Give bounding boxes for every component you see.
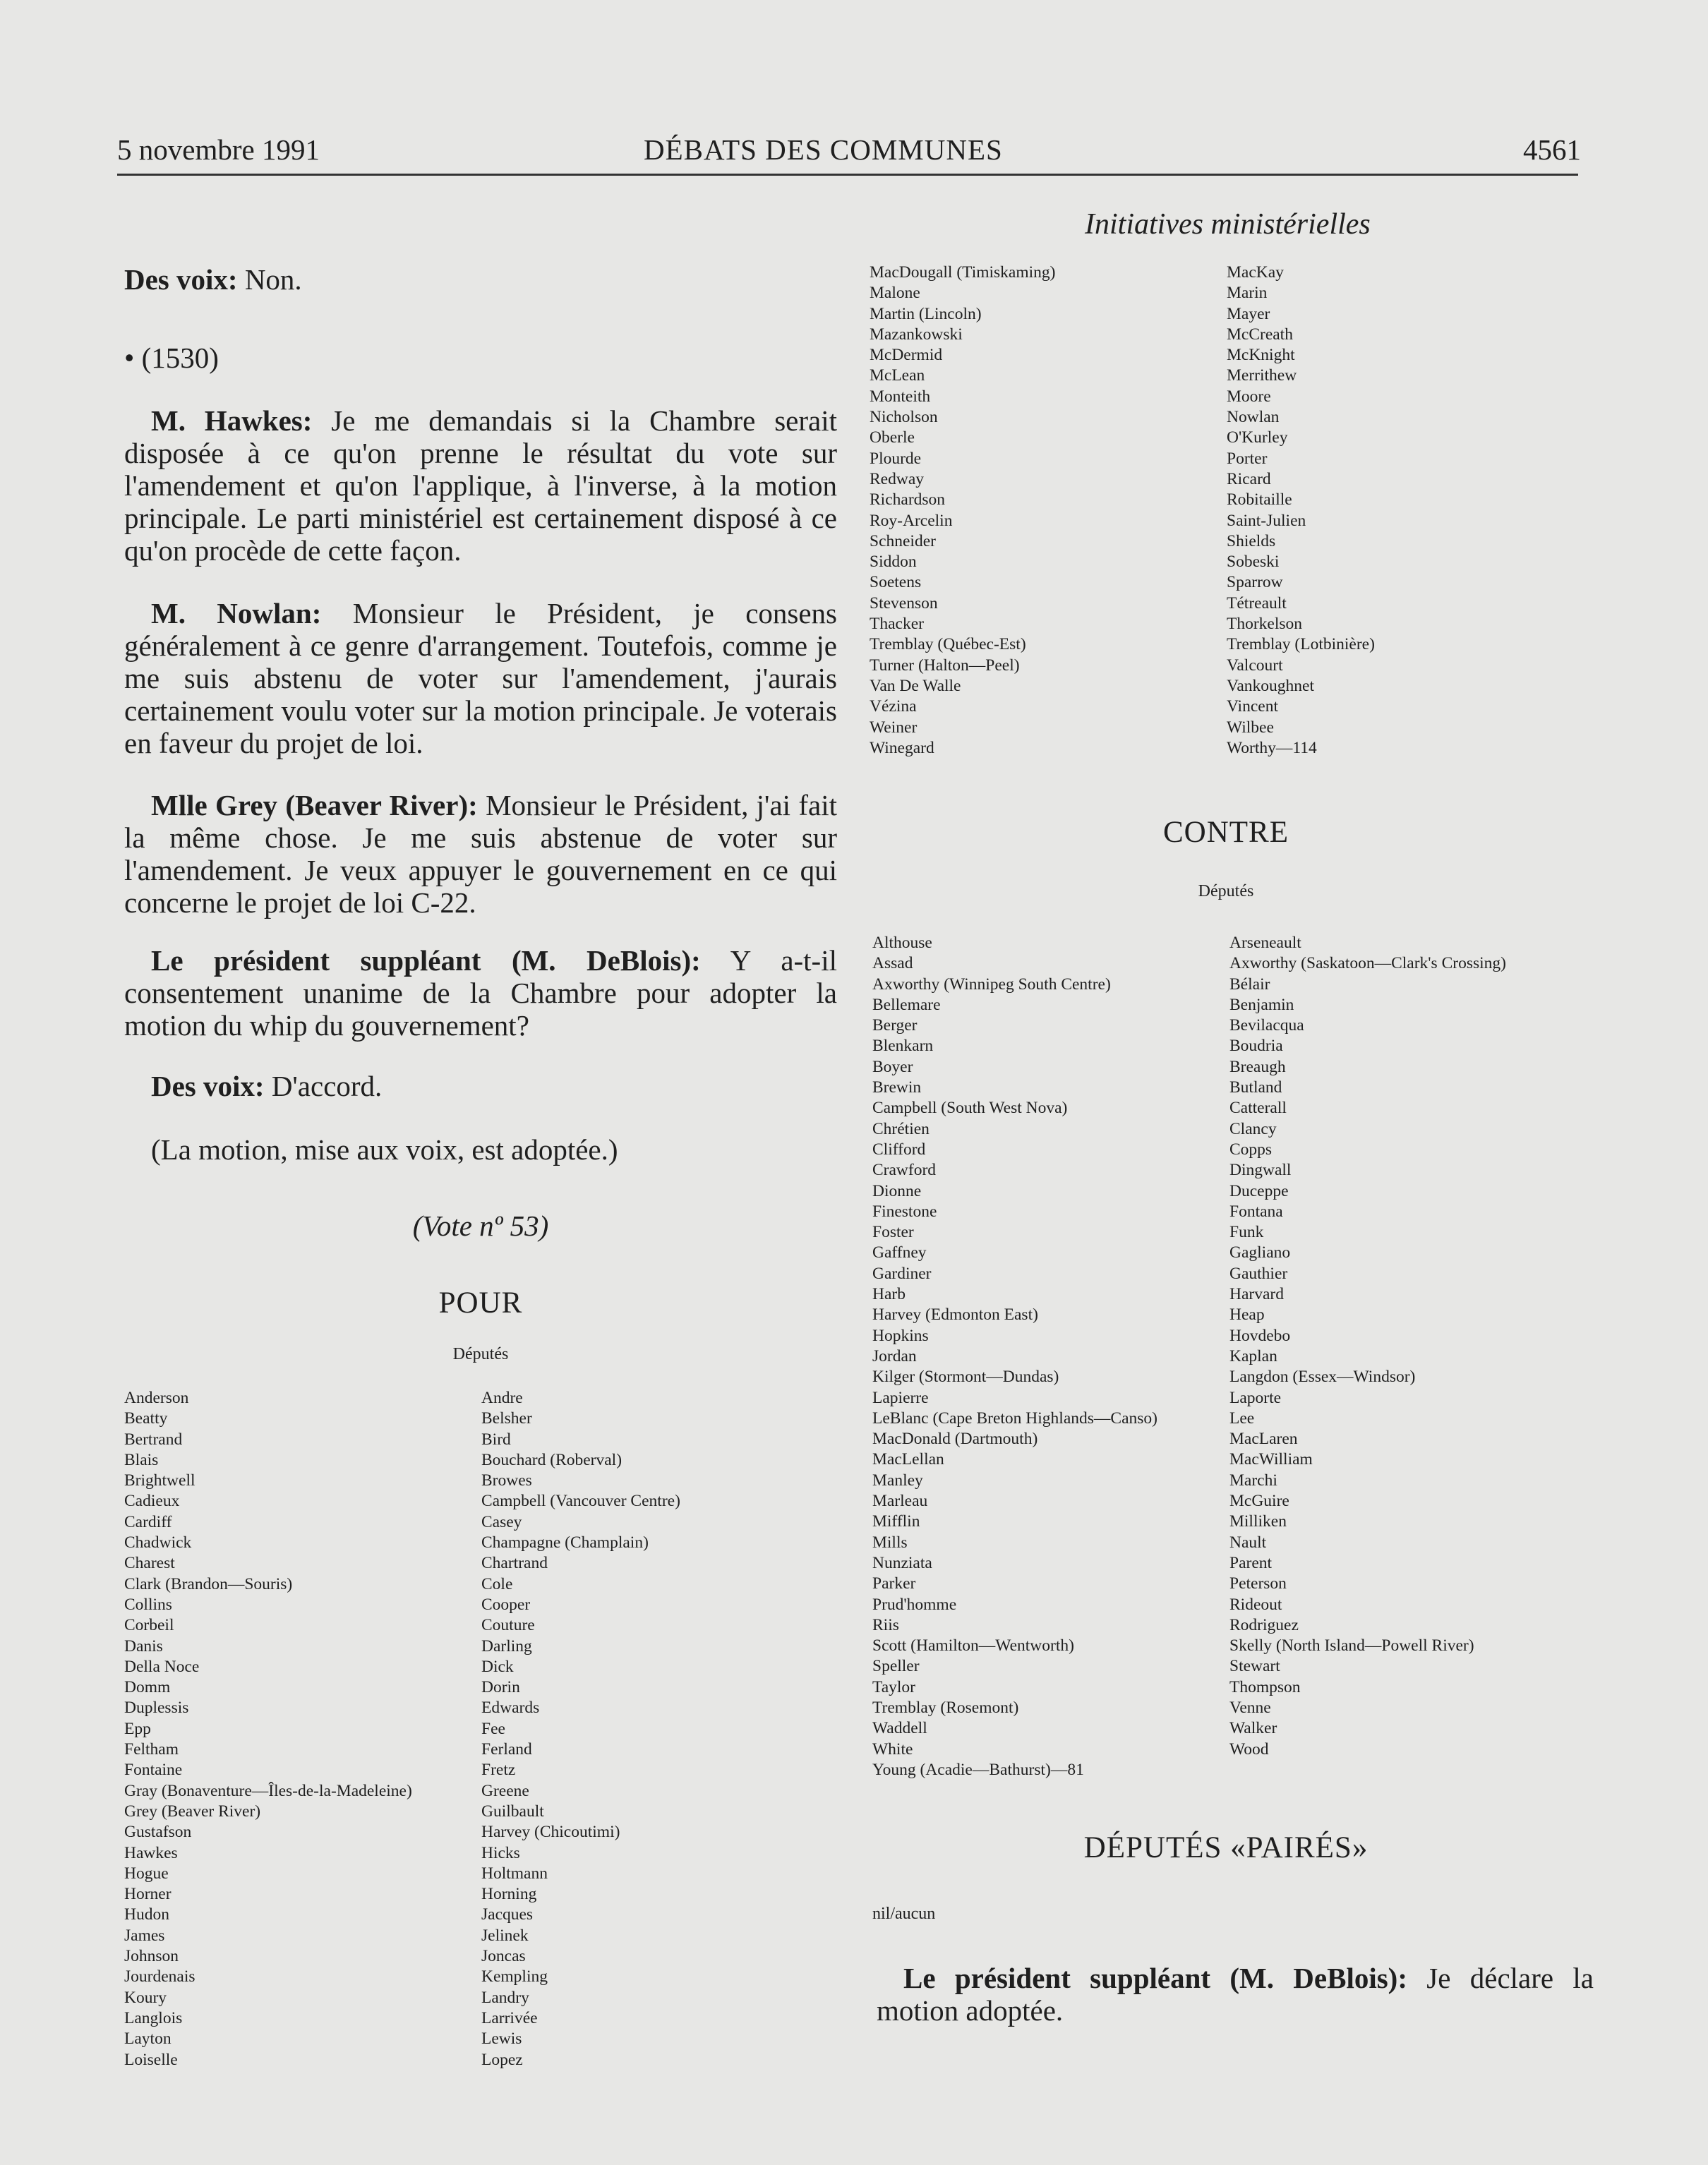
member-name: Nault — [1229, 1533, 1267, 1552]
member-name: Shields — [1227, 531, 1276, 550]
member-name: Weiner — [870, 718, 918, 737]
member-name: Assad — [872, 954, 913, 973]
member-name: Gaffney — [872, 1243, 927, 1262]
member-name: Browes — [481, 1471, 532, 1490]
member-name: Bouchard (Roberval) — [481, 1450, 623, 1469]
member-name: McLean — [870, 366, 925, 385]
speech: Je déclare la motion adoptée. — [877, 1962, 1594, 2027]
header-title: DÉBATS DES COMMUNES — [644, 133, 1003, 166]
member-name: Gray (Bonaventure—Îles-de-la-Madeleine) — [124, 1781, 412, 1800]
member-name: Marin — [1227, 284, 1268, 303]
member-name: Tremblay (Lotbinière) — [1227, 635, 1375, 654]
member-name: Nunziata — [872, 1553, 932, 1572]
speaker: M. Hawkes: — [151, 404, 313, 437]
member-name: Loiselle — [124, 2050, 178, 2069]
header-date: 5 novembre 1991 — [117, 133, 320, 166]
member-name: Tremblay (Québec-Est) — [870, 635, 1026, 654]
pour-list-col4 — [1227, 263, 1375, 759]
member-name: Grey (Beaver River) — [124, 1802, 261, 1821]
member-name: Couture — [481, 1616, 535, 1635]
member-name: Riis — [872, 1615, 899, 1634]
member-name: Parker — [872, 1574, 916, 1593]
member-name: Duplessis — [124, 1699, 189, 1718]
pour-subheading: Députés — [452, 1345, 509, 1363]
member-name: Brightwell — [124, 1471, 196, 1490]
member-name: Feltham — [124, 1740, 179, 1759]
member-name: Mazankowski — [870, 325, 963, 344]
member-name: Clifford — [872, 1140, 926, 1159]
pour-list-col2 — [481, 1388, 680, 2070]
member-name: Harvard — [1229, 1285, 1284, 1304]
member-name: MacWilliam — [1229, 1450, 1313, 1469]
paragraph-hawkes — [124, 404, 837, 567]
member-name: Kilger (Stormont—Dundas) — [872, 1368, 1059, 1387]
member-name: Gustafson — [124, 1823, 192, 1842]
member-name: Anderson — [124, 1389, 189, 1407]
member-name: Guilbault — [481, 1802, 544, 1821]
member-name: Gardiner — [872, 1264, 932, 1283]
pour-list-col3 — [870, 263, 1056, 759]
member-name: Thacker — [870, 615, 924, 634]
speech: Non. — [237, 263, 302, 296]
member-name: Boudria — [1229, 1037, 1283, 1056]
member-name: Stewart — [1229, 1657, 1280, 1676]
member-name: Axworthy (Saskatoon—Clark's Crossing) — [1229, 954, 1506, 973]
member-name: Sobeski — [1227, 553, 1280, 572]
member-name: James — [124, 1926, 165, 1945]
member-name: Kaplan — [1229, 1346, 1277, 1365]
contre-subheading: Députés — [1198, 882, 1254, 900]
member-name: Epp — [124, 1719, 151, 1738]
member-name: Copps — [1229, 1140, 1273, 1159]
member-name: MacKay — [1227, 263, 1284, 282]
member-name: Kempling — [481, 1967, 548, 1986]
member-name: Landry — [481, 1988, 529, 2007]
member-name: Gauthier — [1229, 1264, 1288, 1283]
member-name: Cole — [481, 1574, 513, 1593]
member-name: Vincent — [1227, 697, 1278, 716]
member-name: Fretz — [481, 1761, 516, 1780]
member-name: Porter — [1227, 449, 1268, 468]
member-name: Chadwick — [124, 1533, 192, 1552]
member-name: Althouse — [872, 934, 932, 952]
member-name: Corbeil — [124, 1616, 174, 1635]
member-name: Schneider — [870, 531, 936, 550]
member-name: Vankoughnet — [1227, 676, 1315, 695]
member-name: Hogue — [124, 1864, 169, 1883]
member-name: Lee — [1229, 1409, 1255, 1428]
member-name: Saint-Julien — [1227, 511, 1306, 530]
pour-list-col1 — [124, 1388, 412, 2070]
vote-label: (Vote nº 53) — [412, 1210, 549, 1242]
member-name: Finestone — [872, 1202, 937, 1221]
member-name: Peterson — [1229, 1574, 1287, 1593]
member-name: Arseneault — [1229, 934, 1301, 952]
member-name: Clancy — [1229, 1119, 1277, 1138]
member-name: Dorin — [481, 1678, 520, 1697]
member-name: Tétreault — [1227, 593, 1287, 613]
member-name: Koury — [124, 1988, 167, 2007]
member-name: Danis — [124, 1636, 163, 1656]
member-name: Harvey (Chicoutimi) — [481, 1823, 620, 1842]
member-name: Stevenson — [870, 593, 938, 613]
member-name: Prud'homme — [872, 1595, 957, 1614]
member-name: Richardson — [870, 490, 946, 509]
member-name: Blenkarn — [872, 1037, 934, 1056]
member-name: Roy-Arcelin — [870, 511, 953, 530]
member-name: Lopez — [481, 2050, 523, 2069]
member-name: Layton — [124, 2030, 172, 2049]
member-name: Laporte — [1229, 1388, 1282, 1407]
member-name: Sparrow — [1227, 573, 1283, 592]
contre-list-col2 — [1229, 933, 1506, 1760]
member-name: Merrithew — [1227, 366, 1297, 385]
member-name: Rodriguez — [1229, 1615, 1299, 1634]
member-name: Chartrand — [481, 1554, 548, 1573]
speech: Monsieur le Président, je consens généralement à ce genre d'arrangement. Toutefois, comme je me suis abstenu de voter sur l'amendement, j'aurais certainement voulu voter sur la motion principale. Je voterais en faveur du projet de loi. — [124, 597, 838, 759]
member-name: Jelinek — [481, 1926, 529, 1945]
member-name: McDermid — [870, 346, 943, 365]
member-name: Lapierre — [872, 1388, 929, 1407]
member-name: Manley — [872, 1471, 923, 1490]
member-name: Mayer — [1227, 304, 1270, 323]
member-name: Thompson — [1229, 1677, 1301, 1696]
member-name: Edwards — [481, 1699, 540, 1718]
pour-heading: POUR — [438, 1286, 523, 1320]
speech: Je me demandais si la Chambre serait disposée à ce qu'on prenne le résultat du vote sur l'amendement et qu'on l'applique, à l'inverse, à la motion principale. Le parti ministériel est certainement disposé à ce qu'on procède de cette façon. — [124, 404, 837, 567]
member-name: Collins — [124, 1595, 172, 1614]
member-name: Belsher — [481, 1409, 532, 1428]
page-number: 4561 — [1523, 133, 1581, 166]
speaker: Des voix: — [124, 263, 238, 296]
member-name: Worthy—114 — [1227, 738, 1317, 757]
member-name: MacLellan — [872, 1450, 944, 1469]
member-name: Hopkins — [872, 1326, 929, 1345]
member-name: Skelly (North Island—Powell River) — [1229, 1636, 1474, 1656]
member-name: Venne — [1229, 1698, 1271, 1717]
member-name: Bevilacqua — [1229, 1016, 1304, 1035]
member-name: Ricard — [1227, 469, 1271, 488]
member-name: Clark (Brandon—Souris) — [124, 1574, 293, 1593]
member-name: LeBlanc (Cape Breton Highlands—Canso) — [872, 1409, 1157, 1428]
paragraph-grey — [124, 789, 837, 919]
member-name: Duceppe — [1229, 1181, 1289, 1200]
member-name: Langdon (Essex—Windsor) — [1229, 1368, 1416, 1387]
member-name: Crawford — [872, 1161, 937, 1180]
motion-adopted-note: (La motion, mise aux voix, est adoptée.) — [151, 1133, 618, 1166]
time-marker: • (1530) — [124, 342, 219, 374]
speaker: Le président suppléant (M. DeBlois): — [903, 1962, 1407, 1994]
member-name: Benjamin — [1229, 995, 1294, 1014]
member-name: Domm — [124, 1678, 171, 1697]
member-name: Jacques — [481, 1905, 534, 1924]
member-name: Horning — [481, 1885, 537, 1904]
member-name: Marchi — [1229, 1471, 1277, 1490]
paragraph-deblois — [124, 944, 837, 1042]
speaker: Des voix: — [151, 1070, 265, 1102]
member-name: Hawkes — [124, 1843, 178, 1862]
member-name: Plourde — [870, 449, 922, 468]
speech: D'accord. — [264, 1070, 383, 1102]
member-name: Robitaille — [1227, 490, 1292, 509]
member-name: Bird — [481, 1430, 511, 1449]
member-name: Joncas — [481, 1947, 526, 1966]
member-name: Andre — [481, 1389, 523, 1407]
member-name: Funk — [1229, 1223, 1264, 1242]
member-name: Harvey (Edmonton East) — [872, 1305, 1038, 1325]
member-name: Boyer — [872, 1057, 913, 1076]
speech: Monsieur le Président, j'ai fait la même chose. Je me suis abstenue de voter sur l'amendement. Je veux appuyer le gouvernement en ce qui concerne le projet de loi C-22. — [124, 789, 837, 919]
member-name: Dick — [481, 1657, 514, 1676]
member-name: Taylor — [872, 1677, 915, 1696]
member-name: Campbell (Vancouver Centre) — [481, 1492, 680, 1511]
member-name: McKnight — [1227, 346, 1295, 365]
speaker: Le président suppléant (M. DeBlois): — [151, 944, 701, 977]
member-name: Milliken — [1229, 1512, 1287, 1531]
member-name: Cooper — [481, 1595, 531, 1614]
member-name: White — [872, 1739, 913, 1759]
paires-text: nil/aucun — [872, 1905, 936, 1923]
member-name: Walker — [1229, 1719, 1277, 1738]
member-name: Gagliano — [1229, 1243, 1291, 1262]
member-name: Turner (Halton—Peel) — [870, 656, 1020, 675]
member-name: Valcourt — [1227, 656, 1283, 675]
contre-heading: CONTRE — [1163, 816, 1289, 849]
member-name: Breaugh — [1229, 1057, 1286, 1076]
paragraph-closing — [877, 1962, 1594, 2027]
member-name: Casey — [481, 1512, 522, 1531]
contre-list-col1 — [872, 933, 1157, 1780]
member-name: MacDonald (Dartmouth) — [872, 1430, 1038, 1449]
member-name: Wilbee — [1227, 718, 1274, 737]
speaker: Mlle Grey (Beaver River): — [151, 789, 478, 821]
member-name: Heap — [1229, 1305, 1265, 1325]
member-name: Harb — [872, 1285, 906, 1304]
member-name: Marleau — [872, 1492, 928, 1511]
member-name: Jordan — [872, 1346, 917, 1365]
member-name: Dingwall — [1229, 1161, 1292, 1180]
paires-heading: DÉPUTÉS «PAIRÉS» — [1083, 1831, 1369, 1864]
paragraph-nowlan — [124, 597, 837, 759]
member-name: Hudon — [124, 1905, 169, 1924]
speech: Y a-t-il consentement unanime de la Chambre pour adopter la motion du whip du gouvernement? — [124, 944, 837, 1042]
paragraph-voices-no — [124, 263, 837, 296]
member-name: Della Noce — [124, 1657, 200, 1676]
member-name: Tremblay (Rosemont) — [872, 1698, 1019, 1717]
member-name: Ferland — [481, 1740, 532, 1759]
member-name: Young (Acadie—Bathurst)—81 — [872, 1760, 1084, 1779]
member-name: Van De Walle — [870, 676, 961, 695]
member-name: Siddon — [870, 553, 917, 572]
member-name: Axworthy (Winnipeg South Centre) — [872, 975, 1111, 994]
member-name: Greene — [481, 1781, 529, 1800]
member-name: Chrétien — [872, 1119, 930, 1138]
member-name: Mifflin — [872, 1512, 920, 1531]
member-name: Mills — [872, 1533, 908, 1552]
member-name: Catterall — [1229, 1099, 1287, 1118]
member-name: Bertrand — [124, 1430, 183, 1449]
member-name: Charest — [124, 1554, 175, 1573]
member-name: Redway — [870, 469, 925, 488]
member-name: Moore — [1227, 387, 1271, 406]
member-name: Winegard — [870, 738, 934, 757]
member-name: Brewin — [872, 1078, 922, 1097]
member-name: Oberle — [870, 428, 915, 447]
member-name: MacDougall (Timiskaming) — [870, 263, 1056, 282]
member-name: Horner — [124, 1885, 172, 1904]
member-name: McCreath — [1227, 325, 1293, 344]
member-name: Jourdenais — [124, 1967, 196, 1986]
member-name: Hicks — [481, 1843, 520, 1862]
member-name: Vézina — [870, 697, 917, 716]
paragraph-voices-agree — [124, 1070, 837, 1102]
member-name: Waddell — [872, 1719, 927, 1738]
member-name: Martin (Lincoln) — [870, 304, 982, 323]
member-name: Larrivée — [481, 2008, 538, 2027]
speaker: M. Nowlan: — [151, 597, 322, 629]
member-name: Scott (Hamilton—Wentworth) — [872, 1636, 1074, 1656]
member-name: Holtmann — [481, 1864, 548, 1883]
member-name: Dionne — [872, 1181, 922, 1200]
header-rule — [117, 174, 1578, 176]
member-name: Beatty — [124, 1409, 168, 1428]
member-name: Soetens — [870, 573, 922, 592]
member-name: Malone — [870, 284, 920, 303]
member-name: Thorkelson — [1227, 615, 1303, 634]
member-name: Langlois — [124, 2008, 183, 2027]
member-name: Fee — [481, 1719, 505, 1738]
member-name: Fontaine — [124, 1761, 183, 1780]
member-name: Foster — [872, 1223, 914, 1242]
member-name: Lewis — [481, 2030, 522, 2049]
member-name: Fontana — [1229, 1202, 1283, 1221]
member-name: Speller — [872, 1657, 920, 1676]
member-name: McGuire — [1229, 1492, 1289, 1511]
member-name: Nowlan — [1227, 408, 1280, 427]
member-name: Bellemare — [872, 995, 941, 1014]
member-name: Wood — [1229, 1739, 1269, 1759]
section-title: Initiatives ministérielles — [1085, 208, 1371, 241]
member-name: Monteith — [870, 387, 931, 406]
member-name: Hovdebo — [1229, 1326, 1291, 1345]
member-name: Johnson — [124, 1947, 179, 1966]
member-name: Darling — [481, 1636, 532, 1656]
member-name: Parent — [1229, 1553, 1273, 1572]
member-name: Cardiff — [124, 1512, 172, 1531]
member-name: Butland — [1229, 1078, 1282, 1097]
member-name: Berger — [872, 1016, 918, 1035]
member-name: Blais — [124, 1450, 159, 1469]
member-name: Campbell (South West Nova) — [872, 1099, 1068, 1118]
member-name: Rideout — [1229, 1595, 1282, 1614]
member-name: Champagne (Champlain) — [481, 1533, 649, 1552]
member-name: Cadieux — [124, 1492, 180, 1511]
member-name: MacLaren — [1229, 1430, 1298, 1449]
member-name: Nicholson — [870, 408, 938, 427]
member-name: Bélair — [1229, 975, 1270, 994]
member-name: O'Kurley — [1227, 428, 1288, 447]
